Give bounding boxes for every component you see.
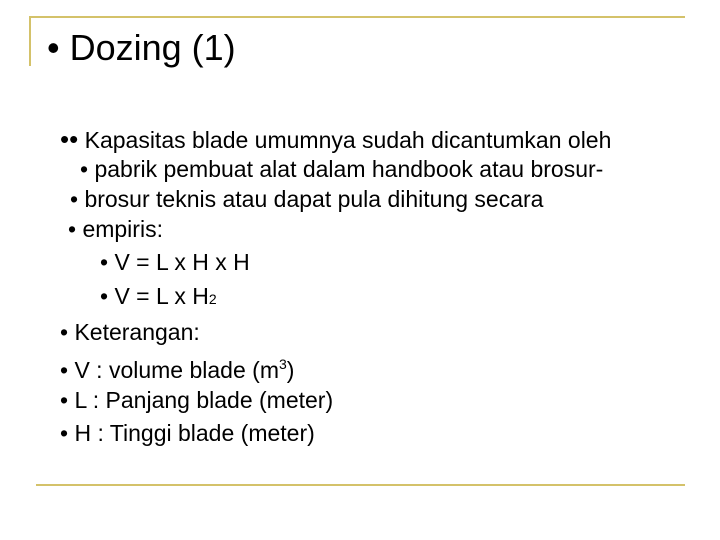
body-line-2: • pabrik pembuat alat dalam handbook atau brosur- [80,156,604,182]
definition-v-prefix: • V : volume blade (m [60,357,279,383]
definition-v-superscript: 3 [278,356,287,372]
bottom-border-line [36,484,685,486]
formula-1: • V = L x H x H [100,249,250,275]
body-line-1 [60,125,611,154]
body-line-3: • brosur teknis atau dapat pula dihitung secara [70,186,544,212]
top-border-line [29,16,685,18]
formula-2-subscript: 2 [208,291,217,307]
formula-2 [100,282,217,313]
left-border-line [29,16,31,66]
formula-2-main: • V = L x H [100,283,209,309]
body-line-1-text: Kapasitas blade umumnya sudah dicantumkan oleh [78,127,612,153]
definition-h: • H : Tinggi blade (meter) [60,420,315,446]
definition-v [60,350,294,384]
keterangan-heading: • Keterangan: [60,319,200,345]
definition-v-suffix: ) [286,357,295,383]
body-line-4: • empiris: [68,216,163,242]
definition-l: • L : Panjang blade (meter) [60,387,334,413]
slide-title: • Dozing (1) [47,27,236,68]
double-bullet: •• [60,124,79,154]
